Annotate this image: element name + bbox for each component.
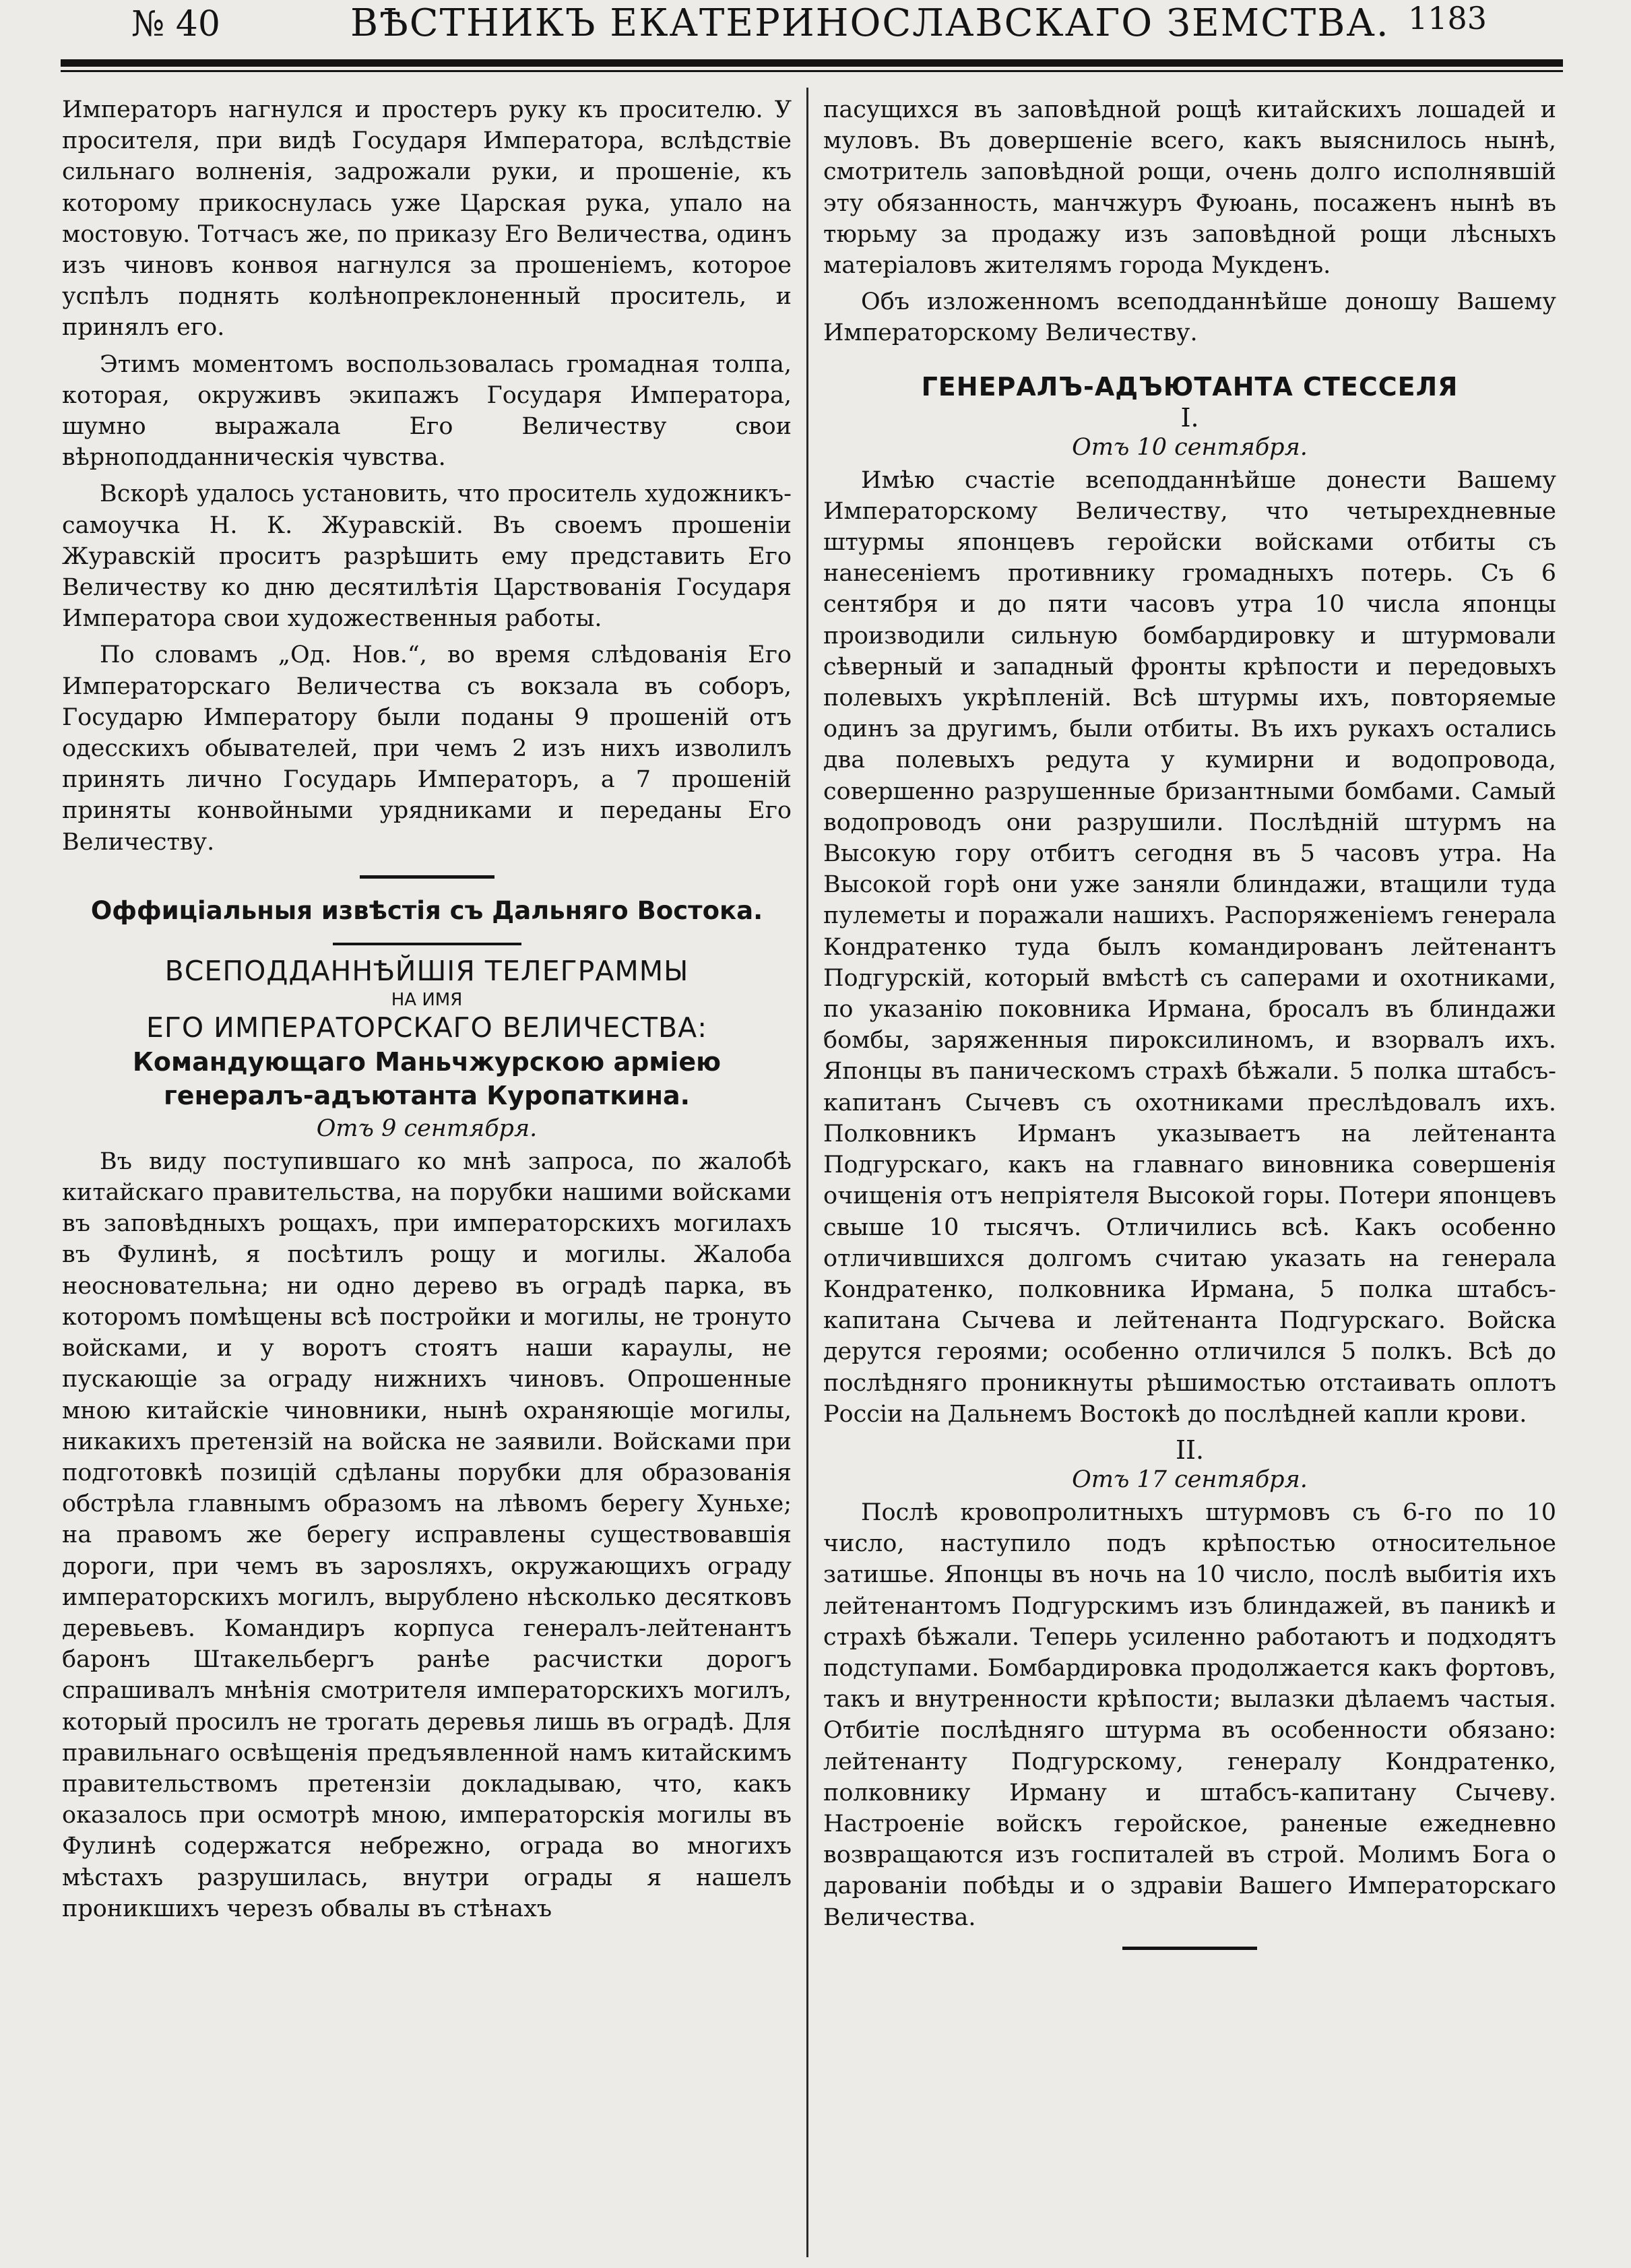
date-line: Отъ 9 сентября.	[316, 1114, 538, 1142]
roman-numeral: II.	[1175, 1435, 1205, 1465]
paragraph: Имѣю счастіе всеподданнѣйше донести Вашему Императорскому Величеству, что четырехдневные штурмы японцевъ геройски войсками отбиты съ нанесеніемъ противнику громадныхъ потерь. Съ 6 сентября и до пяти часовъ утра 10 числа японцы производили сильную бомбардировку и штурмовали сѣверный и западный фронты крѣпости и передовыхъ полевыхъ укрѣпленій. Всѣ штурмы ихъ, повторяемые одинъ за другимъ, были отбиты. Въ ихъ рукахъ остались два полевыхъ редута у кумирни и водопровода, совершенно разрушенные бризантными бомбами. Самый водопроводъ они разрушили. Послѣдній штурмъ на Высокую гору отбитъ сегодня въ 5 часовъ утра. На Высокой горѣ они уже заняли блиндажи, втащили туда пулеметы и поражали нашихъ. Распоряженіемъ генерала Кондратенко туда былъ командированъ лейтенантъ Подгурскій, который вмѣстѣ съ саперами и охотниками, по указанію поковника Ирмана, бросалъ въ блиндажи бомбы, заряженныя пироксилиномъ, и взорвалъ ихъ. Японцы въ паническомъ страхѣ бѣжали. 5 полка штабсъ-капитанъ Сычевъ съ охотниками преслѣдовалъ ихъ. Полковникъ Ирманъ указываетъ на лейтенанта Подгурскаго, какъ на главнаго виновника совершенія очищенія отъ непріятеля Высокой горы. Потери японцевъ свыше 10 тысячъ. Отличились всѣ. Какъ особенно отличившихся долгомъ считаю указать на генерала Кондратенко, полковника Ирмана, 5 полка штабсъ-капитана Сычева и лейтенанта Подгурскаго. Войска дерутся героями; особенно отличился 5 полкъ. Всѣ до послѣдняго проникнуты рѣшимостью отстаивать оплотъ Россіи на Дальнемъ Востокѣ до послѣдней капли крови.	[823, 466, 1557, 1428]
date-line: Отъ 17 сентября.	[1072, 1466, 1308, 1493]
issue-number: № 40	[131, 4, 220, 44]
general-heading: ГЕНЕРАЛЪ-АДЪЮТАНТА СТЕССЕЛЯ	[921, 371, 1459, 402]
header-rule-thin	[61, 70, 1563, 72]
commander-heading: Командующаго Маньчжурскою арміею генералъ-адъютанта Куропаткина.	[132, 1046, 722, 1110]
page-header	[0, 0, 1631, 81]
paragraph: Вскорѣ удалось установить, что проситель художникъ-самоучка Н. К. Журавскій. Въ своемъ прошеніи Журавскій проситъ разрѣшить ему представить Его Величеству ко дню десятилѣтія Царствованія Государя Императора свои художественныя работы.	[62, 480, 792, 633]
column-divider	[806, 88, 808, 2257]
masthead-title: ВѢСТНИКЪ ЕКАТЕРИНОСЛАВСКАГО ЗЕМСТВА.	[350, 1, 1390, 45]
paragraph: По словамъ „Од. Нов.“, во время слѣдованія Его Императорскаго Величества съ вокзала въ соборъ, Государю Императору были поданы 9 прошеній отъ одесскихъ обывателей, при чемъ 2 изъ нихъ изволилъ принять лично Государь Императоръ, а 7 прошеній приняты конвойными урядниками и переданы Его Величеству.	[62, 641, 792, 856]
header-rule-thick	[61, 59, 1563, 67]
paragraph: Этимъ моментомъ воспользовалась громадная толпа, которая, окруживъ экипажъ Государя Императора, шумно выражала Его Величеству свои вѣрноподданническія чувства.	[62, 350, 792, 472]
section-divider-2	[333, 943, 521, 945]
paragraph: Послѣ кровопролитныхъ штурмовъ съ 6-го по 10 число, наступило подъ крѣпостью относительное затишье. Японцы въ ночь на 10 число, послѣ выбитія ихъ лейтенантомъ Подгурскимъ изъ блиндажей, въ паникѣ и страхѣ бѣжали. Теперь усиленно работаютъ и подходятъ подступами. Бомбардировка продолжается какъ фортовъ, такъ и внутренности крѣпости; вылазки дѣлаемъ частыя. Отбитіе послѣдняго штурма въ особенности обязано: лейтенанту Подгурскому, генералу Кондратенко, полковнику Ирману и штабсъ-капитану Сычеву. Настроеніе войскъ геройское, раненые ежедневно возвращаются изъ госпиталей въ строй. Молимъ Бога о дарованіи побѣды и о здравіи Вашего Императорскаго Величества.	[823, 1499, 1556, 1931]
telegram-title: ВСЕПОДДАННѢЙШІЯ ТЕЛЕГРАММЫ	[164, 954, 689, 987]
paragraph: пасущихся въ заповѣдной рощѣ китайскихъ лошадей и муловъ. Въ довершеніе всего, какъ выяснилось нынѣ, смотритель заповѣдной рощи, очень долго исполнявшій эту обязанность, манчжуръ Фуюань, посаженъ нынѣ въ тюрьму за продажу изъ заповѣдной рощи лѣсныхъ матеріаловъ жителямъ города Мукденъ.	[823, 96, 1556, 280]
roman-numeral: I.	[1180, 402, 1199, 433]
paragraph: Императоръ нагнулся и простеръ руку къ просителю. У просителя, при видѣ Государя Императора, вслѣдствіе сильнаго волненія, задрожали руки, и прошеніе, къ которому прикоснулась уже Царская рука, упало на мостовую. Тотчасъ же, по приказу Его Величества, одинъ изъ чиновъ конвоя нагнулся за прошеніемъ, которое успѣлъ поднять колѣнопреклоненный проситель, и принялъ его.	[62, 96, 792, 342]
page-number: 1183	[1408, 0, 1488, 36]
paragraph: Въ виду поступившаго ко мнѣ запроса, по жалобѣ китайскаго правительства, на порубки нашими войсками въ заповѣдныхъ рощахъ, при императорскихъ могилахъ въ Фулинѣ, я посѣтилъ рощу и могилы. Жалоба неосновательна; ни одно дерево въ оградѣ парка, въ которомъ помѣщены всѣ постройки и могилы, не тронуто войсками, и у воротъ стоятъ наши караулы, не пускающіе за ограду нижнихъ чиновъ. Опрошенные мною китайскіе чиновники, нынѣ охраняющіе могилы, никакихъ претензій на войска не заявили. Войсками при подготовкѣ позицій сдѣланы порубки для образованія обстрѣла главнымъ образомъ на лѣвомъ берегу Хуньхе; на правомъ же берегу исправлены существовавшія дороги, при чемъ въ зарosляхъ, окружающихъ ограду императорскихъ могилъ, вырублено нѣсколько десятковъ деревьевъ. Командиръ корпуса генералъ-лейтенантъ баронъ Штакельбергъ ранѣе расчистки дорогъ спрашивалъ мнѣнія смотрителя императорскихъ могилъ, который просилъ не трогать деревья лишь въ оградѣ. Для правильнаго освѣщенія предъявленной намъ китайскимъ правительствомъ претензіи докладываю, что, какъ оказалось при осмотрѣ мною, императорскія могилы въ Фулинѣ содержатся небрежно, ограда во многихъ мѣстахъ разрушилась, внутри ограды я нашелъ проникшихъ черезъ обвалы въ стѣнахъ	[62, 1147, 792, 1922]
section-heading: Оффиціальныя извѣстія съ Дальняго Востока.	[90, 895, 763, 925]
telegram-majesty: ЕГО ИМПЕРАТОРСКАГО ВЕЛИЧЕСТВА:	[146, 1011, 708, 1044]
right-column	[823, 94, 1556, 1967]
telegram-na-imya: НА ИМЯ	[391, 989, 463, 1010]
date-line: Отъ 10 сентября.	[1072, 433, 1308, 461]
paragraph: Объ изложенномъ всеподданнѣйше доношу Вашему Императорскому Величеству.	[823, 288, 1556, 347]
section-divider	[360, 875, 494, 879]
end-divider	[1122, 1947, 1257, 1950]
left-column	[62, 94, 792, 1930]
